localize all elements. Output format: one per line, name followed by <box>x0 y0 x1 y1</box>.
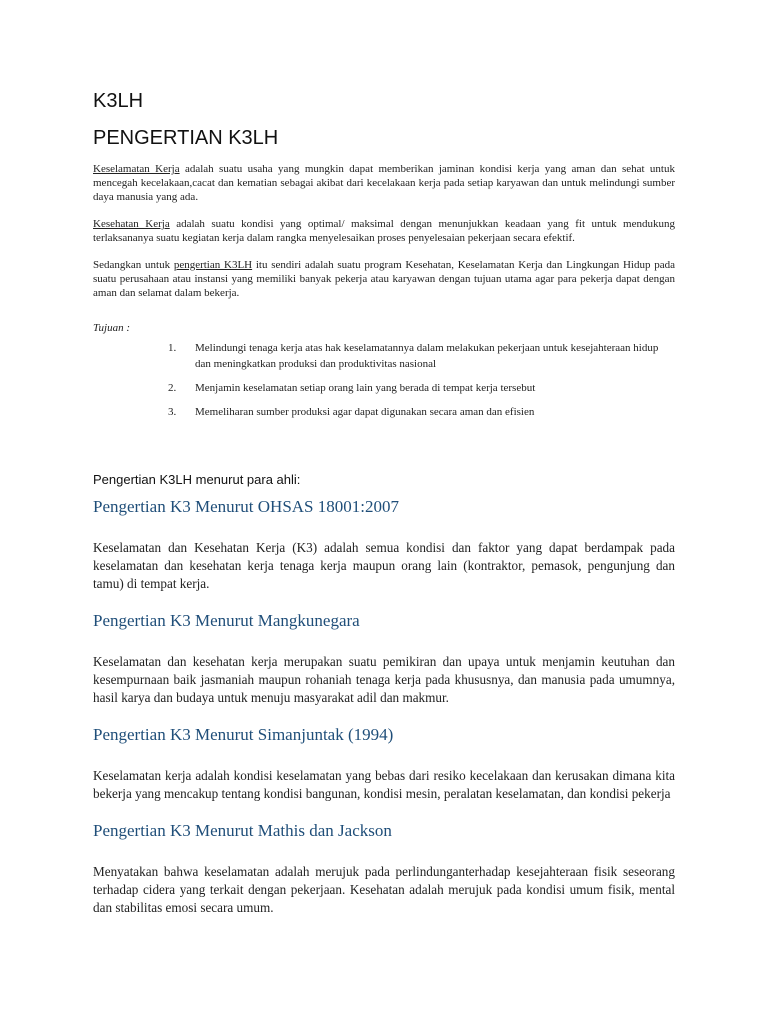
list-item-text: Menjamin keselamatan setiap orang lain yang berada di tempat kerja tersebut <box>195 382 536 394</box>
section-text-ohsas: Keselamatan dan Kesehatan Kerja (K3) adalah semua kondisi dan faktor yang dapat berdampak pada keselamatan dan kesehatan kerja tenaga kerja maupun orang lain (kontraktor, pemasok, pengunjung dan tamu) di tempat kerja. <box>93 540 675 591</box>
list-item-text: Memeliharan sumber produksi agar dapat digunakan secara aman dan efisien <box>195 406 535 418</box>
term-pengertian-k3lh: pengertian K3LH <box>173 259 253 271</box>
doc-title: K3LH <box>93 90 144 112</box>
list-item-number: 3. <box>168 406 177 418</box>
section-text-mathis-jackson: Menyatakan bahwa keselamatan adalah merujuk pada perlindunganterhadap kesejahteraan fisik seseorang terhadap cidera yang terkait dengan pekerjaan. Kesehatan adalah merujuk pada kondisi umum fisik, mental dan stabilitas emosi secara umum. <box>93 864 675 915</box>
tujuan-label: Tujuan : <box>93 322 130 334</box>
paragraph-keselamatan <box>93 162 675 204</box>
section-title-mathis-jackson: Pengertian K3 Menurut Mathis dan Jackson <box>93 821 392 840</box>
experts-title: Pengertian K3LH menurut para ahli: <box>93 472 301 487</box>
paragraph-k3lh-text: itu sendiri adalah suatu program Kesehatan, Keselamatan Kerja dan Lingkungan Hidup pada suatu perusahaan atau instansi yang memiliki banyak pekerja atau karyawan dengan tujuan utama agar para pekerja dapat dengan aman dan selamat dalam bekerja. <box>93 259 675 299</box>
paragraph-keselamatan-text: adalah suatu usaha yang mungkin dapat memberikan jaminan kondisi kerja yang aman dan sehat untuk mencegah kecelakaan,cacat dan kematian sebagai akibat dari kecelakaan kerja pada setiap karyawan dan untuk melindungi sumber daya manusia yang ada. <box>93 163 675 203</box>
doc-heading: PENGERTIAN K3LH <box>93 127 279 149</box>
section-title-ohsas: Pengertian K3 Menurut OHSAS 18001:2007 <box>93 497 399 516</box>
term-kesehatan-kerja: Kesehatan Kerja <box>93 218 170 230</box>
term-keselamatan-kerja: Keselamatan Kerja <box>93 163 180 175</box>
list-item <box>168 380 675 396</box>
paragraph-kesehatan <box>93 217 675 245</box>
document-content <box>93 90 675 935</box>
list-item-number: 2. <box>168 382 177 394</box>
section-text-simanjuntak: Keselamatan kerja adalah kondisi keselamatan yang bebas dari resiko kecelakaan dan kerusakan dimana kita bekerja yang mencakup tentang kondisi bangunan, kondisi mesin, peralatan keselamatan, dan kondisi pekerja <box>93 768 675 801</box>
list-item <box>168 404 675 420</box>
list-item-number: 1. <box>168 342 177 354</box>
paragraph-k3lh <box>93 258 675 300</box>
goals-list <box>93 340 675 420</box>
section-title-simanjuntak: Pengertian K3 Menurut Simanjuntak (1994) <box>93 725 394 744</box>
paragraph-kesehatan-text: adalah suatu kondisi yang optimal/ maksimal dengan menunjukkan keadaan yang fit untuk mendukung terlaksananya suatu kegiatan kerja dalam rangka menyelesaikan proses penyelesaian pekerjaan secara efektif. <box>93 218 675 244</box>
section-title-mangkunegara: Pengertian K3 Menurut Mangkunegara <box>93 611 360 630</box>
paragraph-k3lh-start: Sedangkan untuk <box>93 259 174 271</box>
list-item <box>168 340 675 372</box>
section-text-mangkunegara: Keselamatan dan kesehatan kerja merupakan suatu pemikiran dan upaya untuk menjamin keutuhan dan kesempurnaan baik jasmaniah maupun rohaniah tenaga kerja pada khususnya, dan manusia pada umumnya, hasil karya dan budaya untuk menuju masyarakat adil dan makmur. <box>93 654 675 705</box>
list-item-text: Melindungi tenaga kerja atas hak keselamatannya dalam melakukan pekerjaan untuk kesejahteraan hidup dan meningkatkan produksi dan produktivitas nasional <box>195 342 659 370</box>
